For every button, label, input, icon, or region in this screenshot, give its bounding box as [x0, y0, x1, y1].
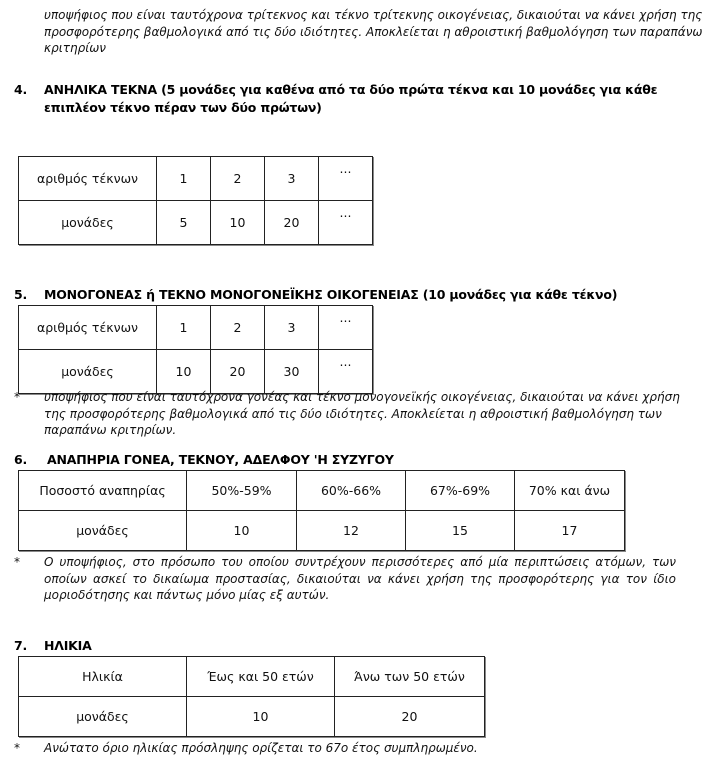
table-row: [19, 471, 625, 511]
intro-note: [44, 7, 704, 57]
asterisk-marker: *: [14, 390, 20, 404]
section-title: ΑΝΑΠΗΡΙΑ ΓΟΝΕΑ, ΤΕΚΝΟΥ, ΑΔΕΛΦΟΥ 'Η ΣΥΖΥΓΟΥ: [47, 452, 394, 467]
table-cell: 2: [211, 157, 265, 201]
section-7-heading: [0, 637, 728, 657]
table-cell: 12: [297, 511, 406, 551]
single-parent-points-table: [18, 305, 373, 394]
table-row: [19, 511, 625, 551]
intro-note-line: προσφορότερης βαθμολογικά από τις δύο ιδιότητες. Αποκλείεται η αθροιστική βαθμολόγηση των παραπάνω: [44, 24, 703, 39]
table-cell: 1: [157, 157, 211, 201]
intro-note-line: κριτηρίων: [44, 41, 107, 55]
asterisk-marker: *: [14, 555, 20, 569]
row-label: μονάδες: [19, 511, 187, 551]
table-cell: 50%-59%: [187, 471, 297, 511]
table-cell: 5: [157, 201, 211, 245]
section-number: 7.: [14, 638, 28, 653]
table-cell: 20: [211, 350, 265, 394]
row-label: μονάδες: [19, 350, 157, 394]
section-title: [44, 81, 657, 117]
table-cell: 30: [265, 350, 319, 394]
table-cell: Άνω των 50 ετών: [335, 657, 485, 697]
table-cell-ellipsis: ...: [319, 306, 373, 350]
section-7-note: [0, 740, 728, 757]
note-line: οποίων ασκεί το δικαίωμα προστασίας, δικαιούται να κάνει χρήση της προσφορότερης για τον ίδιο: [44, 571, 676, 586]
table-cell: 3: [265, 157, 319, 201]
table-cell-ellipsis: ...: [319, 350, 373, 394]
section-number: 6.: [14, 452, 28, 467]
section-6-note: [0, 554, 728, 604]
note-line: παραπάνω κριτηρίων.: [44, 423, 177, 437]
section-number: 4.: [14, 82, 28, 97]
row-label: Ηλικία: [19, 657, 187, 697]
table-row: [19, 697, 485, 737]
section-6-heading: [0, 451, 728, 471]
intro-note-line: υποψήφιος που είναι ταυτόχρονα τρίτεκνος και τέκνο τρίτεκνης οικογένειας, δικαιούται να κάνει χρήση της: [44, 8, 703, 22]
row-label: Ποσοστό αναπηρίας: [19, 471, 187, 511]
table-cell: 60%-66%: [297, 471, 406, 511]
table-cell: 10: [187, 697, 335, 737]
section-title-line: ΑΝΗΛΙΚΑ ΤΕΚΝΑ (5 μονάδες για καθένα από τα δύο πρώτα τέκνα και 10 μονάδες για κάθε: [44, 82, 658, 97]
note-line: Ανώτατο όριο ηλικίας πρόσληψης ορίζεται το 67ο έτος συμπληρωμένο.: [44, 741, 478, 755]
table-cell: 20: [335, 697, 485, 737]
row-label: αριθμός τέκνων: [19, 306, 157, 350]
section-number: 5.: [14, 287, 28, 302]
table-cell: 1: [157, 306, 211, 350]
note-line: της προσφορότερης βαθμολογικά από τις δύο ιδιότητες. Αποκλείεται η αθροιστική βαθμολόγηση των: [44, 406, 662, 421]
table-cell: 70% και άνω: [515, 471, 625, 511]
table-cell: 10: [157, 350, 211, 394]
table-cell: 17: [515, 511, 625, 551]
age-points-table: [18, 656, 485, 737]
table-row: [19, 157, 373, 201]
table-row: [19, 657, 485, 697]
row-label: αριθμός τέκνων: [19, 157, 157, 201]
note-line: μοριοδότησης και πάντως μόνο μίας εξ αυτών.: [44, 588, 330, 602]
table-cell: Έως και 50 ετών: [187, 657, 335, 697]
table-row: [19, 350, 373, 394]
section-title-line: επιπλέον τέκνο πέραν των δύο πρώτων): [44, 100, 322, 115]
table-cell-ellipsis: ...: [319, 201, 373, 245]
row-label: μονάδες: [19, 201, 157, 245]
table-cell: 3: [265, 306, 319, 350]
disability-points-table: [18, 470, 625, 551]
table-row: [19, 306, 373, 350]
table-row: [19, 201, 373, 245]
section-5-note: [0, 389, 728, 439]
asterisk-marker: *: [14, 741, 20, 755]
section-4-heading: [0, 81, 728, 121]
note-line: Ο υποψήφιος, στο πρόσωπο του οποίου συντρέχουν περισσότερες από μία περιπτώσεις ατόμων, των: [44, 555, 676, 569]
table-cell: 2: [211, 306, 265, 350]
table-cell-ellipsis: ...: [319, 157, 373, 201]
note-line: υποψήφιος που είναι ταυτόχρονα γονέας και τέκνο μονογονεϊκής οικογένειας, δικαιούται να κάνει χρήση: [44, 390, 680, 404]
section-title: ΜΟΝΟΓΟΝΕΑΣ ή ΤΕΚΝΟ ΜΟΝΟΓΟΝΕΪΚΗΣ ΟΙΚΟΓΕΝΕΙΑΣ (10 μονάδες για κάθε τέκνο): [44, 287, 618, 302]
children-points-table: [18, 156, 373, 245]
table-cell: 67%-69%: [406, 471, 515, 511]
section-title: ΗΛΙΚΙΑ: [44, 638, 92, 653]
table-cell: 10: [211, 201, 265, 245]
section-5-heading: [0, 286, 728, 306]
table-cell: 10: [187, 511, 297, 551]
table-cell: 15: [406, 511, 515, 551]
table-cell: 20: [265, 201, 319, 245]
row-label: μονάδες: [19, 697, 187, 737]
